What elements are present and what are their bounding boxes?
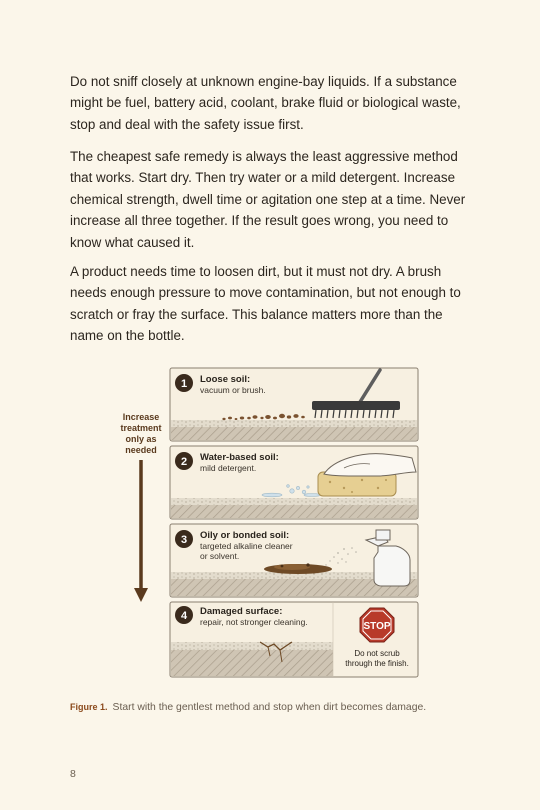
step-desc-3a: targeted alkaline cleaner [200, 541, 293, 551]
side-label-line-1: Increase [122, 412, 160, 422]
step-title-3: Oily or bonded soil: [200, 530, 290, 541]
side-label-line-3: only as [125, 434, 157, 444]
stop-sign-text: STOP [363, 621, 391, 632]
cleaning-escalation-figure [112, 364, 424, 682]
side-label-line-2: treatment [120, 423, 162, 433]
paragraph-balance: A product needs time to loosen dirt, but it must not dry. A brush needs enough pressure to move contamination, but not enough to scratch or fray the surface. This balance matters more than the name on the bottle. [70, 264, 461, 344]
step-desc-4: repair, not stronger cleaning. [200, 617, 308, 627]
step-desc-3b: or solvent. [200, 551, 240, 561]
figure-caption [70, 702, 490, 713]
panel-water-based-soil [170, 446, 418, 519]
page-number: 8 [70, 768, 76, 780]
escalation-arrow [134, 460, 148, 602]
step-number-4: 4 [180, 610, 188, 622]
step-number-3: 3 [180, 534, 188, 546]
warning-line-1: Do not scrub [354, 649, 400, 658]
step-number-2: 2 [180, 456, 188, 468]
step-number-1: 1 [180, 378, 188, 390]
paragraph-least-aggressive: The cheapest safe remedy is always the least aggressive method that works. Start dry. Then try water or a mild detergent. Increase chemical strength, dwell time or agitation one step at a time. Never increase all three together. If the result goes wrong, you need to know what caused it. [70, 149, 466, 250]
panel-loose-soil [170, 368, 418, 441]
side-label-line-4: needed [125, 445, 157, 455]
step-desc-1: vacuum or brush. [200, 385, 266, 395]
panel-damaged-surface [170, 602, 418, 677]
side-label [120, 412, 161, 455]
panel-oily-soil [170, 524, 418, 597]
step-title-4: Damaged surface: [200, 606, 283, 617]
step-title-1: Loose soil: [200, 374, 251, 385]
warning-line-2: through the finish. [345, 659, 409, 668]
stop-sign-icon [360, 608, 394, 642]
figure-caption-label: Figure 1. [70, 702, 108, 712]
step-desc-2: mild detergent. [200, 463, 257, 473]
paragraph-safety: Do not sniff closely at unknown engine-bay liquids. If a substance might be fuel, battery acid, coolant, brake fluid or biological waste, stop and deal with the safety issue first. [70, 74, 461, 132]
step-title-2: Water-based soil: [200, 452, 279, 463]
figure-caption-text: Start with the gentlest method and stop when dirt becomes damage. [112, 702, 427, 713]
